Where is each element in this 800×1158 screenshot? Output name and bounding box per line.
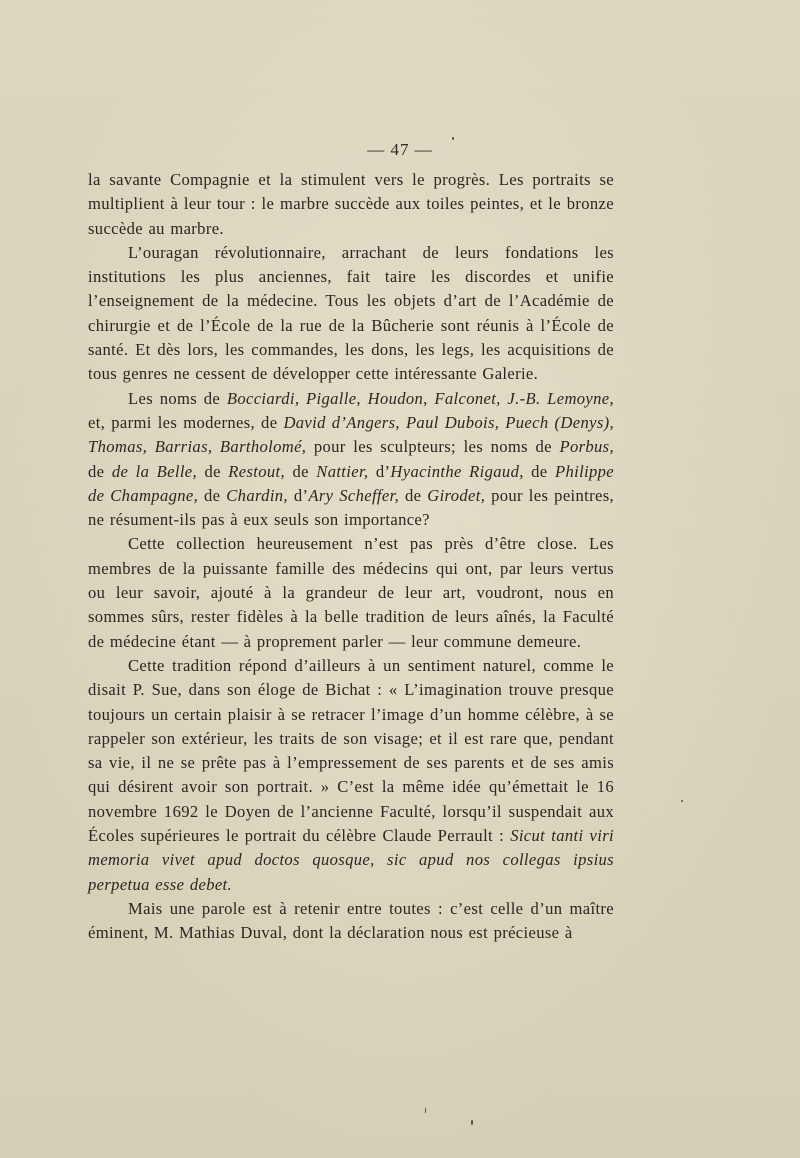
paragraph: la savante Compagnie et la stimulent vers le progrès. Les portraits se multiplient à leur tour : le marbre succède aux toiles peintes, et le bronze succède au marbre.: [88, 170, 614, 238]
paragraph: [88, 387, 614, 533]
paragraph: L’ouragan révolutionnaire, arrachant de leurs fondations les institutions les plus anciennes, fait taire les discordes et unifie l’enseignement de la médecine. Tous les objets d’art de l’Académie de chirurgie et de l’École de la rue de la Bûcherie sont réunis à l’École de santé. Et dès lors, les commandes, les dons, les legs, les acquisitions de tous genres ne cessent de développer cette intéressante Galerie.: [88, 242, 614, 384]
paper-speck: [425, 1108, 426, 1113]
text-run: de: [197, 461, 229, 481]
artist-names: Ary Scheffer,: [308, 485, 400, 505]
paper-speck: [471, 1120, 473, 1125]
artist-names: Bocciardi, Pigalle, Houdon, Falconet, J.-B. Lemoyne,: [226, 388, 614, 408]
body-text: [88, 168, 614, 946]
artist-names: Nattier,: [316, 461, 369, 481]
paragraph: [88, 654, 614, 897]
artist-names: David d’Angers, Paul Dubois, Puech (Denys), Thomas, Barrias, Bartholomé,: [88, 412, 615, 457]
paper-speck: [681, 800, 683, 802]
text-run: d’: [287, 485, 309, 505]
text-run: de: [399, 485, 428, 505]
artist-names: de la Belle,: [111, 461, 198, 481]
paragraph: Mais une parole est à retenir entre toutes : c’est celle d’un maître éminent, M. Mathias Duval, dont la déclaration nous est précieuse à: [88, 898, 614, 943]
latin-quotation: Sicut tanti viri memoria vivet apud doctos quosque, sic apud nos collegas ipsius perpetua esse debet.: [88, 826, 614, 894]
text-run: Les noms de: [128, 388, 227, 408]
text-run: pour les sculpteurs; les noms de: [306, 437, 560, 457]
artist-names: Hyacinthe Rigaud,: [390, 461, 524, 481]
text-run: de: [88, 461, 112, 481]
text-run: de: [523, 461, 555, 481]
paper-speck: [452, 137, 454, 140]
artist-names: Philippe de Champagne,: [88, 461, 615, 505]
text-run: pour les peintres, ne résument-ils pas à eux seuls son importance?: [88, 485, 614, 530]
text-run: Cette tradition répond d’ailleurs à un sentiment naturel, comme le disait P. Sue, dans son éloge de Bichat : « L’imagination trouve presque toujours un certain plaisir à se retracer l’image d’un homme célèbre, à se rappeler son extérieur, les traits de son visage; et il est rare que, pendant sa vie, il ne se prête pas à l’empressement de ses parents et de ses amis qui désirent avoir son portrait. » C’est la même idée qu’émettait le 16 novembre 1692 le Doyen de l’ancienne Faculté, lorsqu’il suspendait aux Écoles supérieures le portrait du célèbre Claude Perrault :: [88, 655, 614, 846]
artist-names: Chardin,: [226, 485, 288, 505]
text-run: de: [285, 461, 317, 481]
page-number: — 47 —: [367, 140, 433, 159]
text-run: et, parmi les modernes, de: [88, 412, 284, 432]
artist-names: Restout,: [228, 461, 286, 481]
text-run: d’: [368, 461, 391, 481]
text-run: de: [198, 485, 227, 505]
artist-names: Porbus,: [559, 437, 614, 457]
paragraph: Cette collection heureusement n’est pas près d’être close. Les membres de la puissante famille des médecins qui ont, par leurs vertus ou leur savoir, ajouté à la grandeur de leur art, voudront, nous en sommes sûrs, rester fidèles à la belle tradition de leurs aînés, la Faculté de médecine étant — à proprement parler — leur commune demeure.: [88, 534, 614, 651]
artist-names: Girodet,: [427, 485, 486, 505]
